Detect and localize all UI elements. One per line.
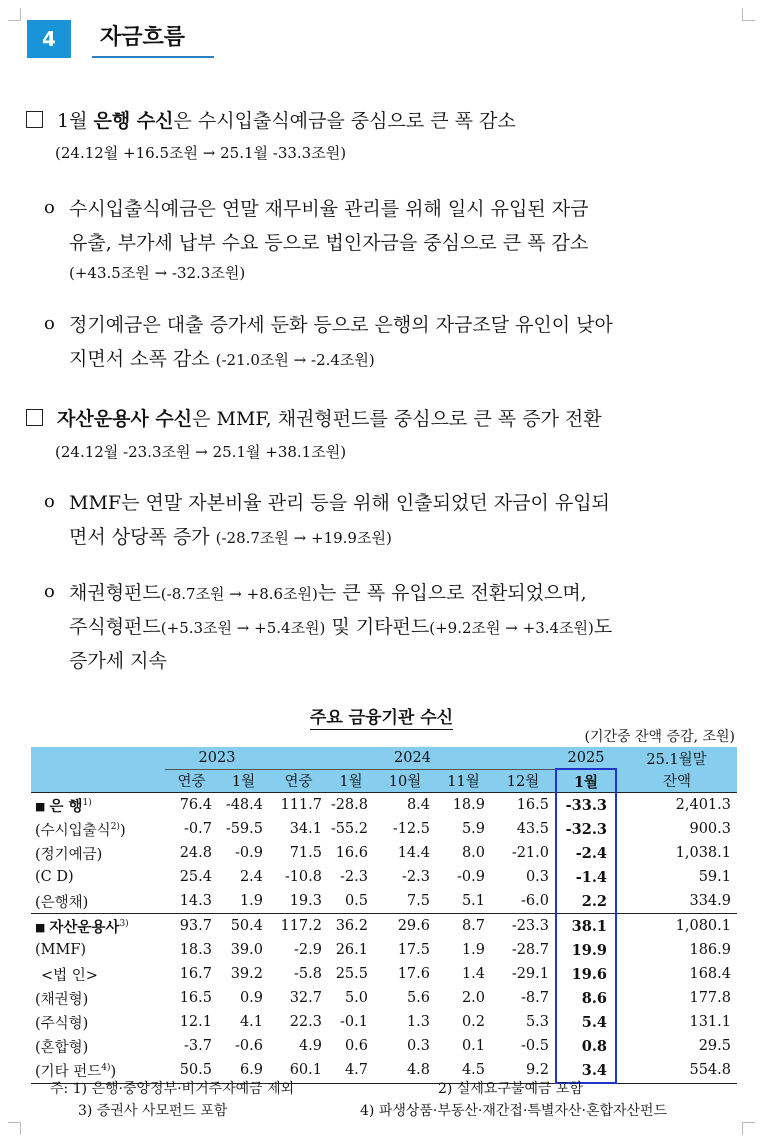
cell: 4.7 [328,1058,374,1083]
column-header: 10월 [374,769,436,793]
square-bullet-icon: ■ [35,799,46,813]
cell: -0.5 [521,1038,549,1054]
cell: 4.8 [374,1058,436,1083]
checkbox-square-icon [26,409,43,426]
year-header: 2023 [165,747,269,769]
row-label: (정기예금) [35,846,103,863]
cell: 4.5 [436,1058,491,1083]
cell: 1.9 [239,893,263,909]
section-number: 4 [27,20,71,58]
cell: 2,401.3 [616,793,737,818]
cell: 5.1 [461,893,485,909]
cell: 5.9 [461,821,485,837]
cell: -0.9 [235,845,263,861]
cell: 0.5 [344,893,368,909]
cell: -0.1 [340,1014,368,1030]
table-row [31,986,737,1010]
text: 는 큰 폭 유입으로 전환되었으며, [317,582,587,604]
table-row [31,817,737,841]
cell: 93.7 [165,914,218,939]
cell: 8.0 [461,845,485,861]
table-row [31,841,737,865]
table-row [31,793,737,818]
cell: 1.4 [461,966,485,982]
cell-highlight: -32.3 [556,817,616,841]
cell: 17.6 [397,966,430,982]
table-unit: (기간중 잔액 증감, 조원) [584,729,735,745]
cell: 4.9 [298,1038,322,1054]
paragraph-asset-managers [26,404,602,431]
column-header: 연중 [165,769,218,793]
text: (-8.7조원 → +8.6조원) [160,585,318,603]
bullet-line: 수시입출식예금은 연말 재무비율 관리를 위해 일시 유입된 자금 [69,198,589,220]
cell-highlight: -2.4 [556,841,616,865]
cell: 59.1 [698,869,731,885]
table-row [31,938,737,962]
cell: -28.7 [511,942,549,958]
cell: 8.4 [374,793,436,818]
cell: 18.9 [436,793,491,818]
bullet-line [69,612,612,639]
text: 및 기타펀드 [325,616,430,638]
row-label: (채권형) [35,991,89,1008]
crop-mark [742,8,755,21]
cell: 7.5 [406,893,430,909]
column-header: 잔액 [616,769,737,793]
cell: 8.7 [436,914,491,939]
cell: -0.6 [235,1038,263,1054]
cell: 900.3 [689,821,731,837]
cell: 43.5 [516,821,549,837]
row-label: (혼합형) [35,1039,89,1056]
corner-cell [31,747,165,793]
cell: 39.0 [230,942,263,958]
cell-highlight: 2.2 [556,889,616,914]
cell: 334.9 [689,893,731,909]
cell: -5.8 [294,966,322,982]
cell: -6.0 [521,893,549,909]
cell: -3.7 [184,1038,212,1054]
cell: 16.5 [491,793,556,818]
cell: 111.7 [269,793,328,818]
text: 주식형펀드 [69,616,161,638]
cell: 186.9 [689,942,731,958]
cell: 25.5 [335,966,368,982]
cell: -12.5 [392,821,430,837]
cell: 16.6 [335,845,368,861]
bullet-icon: o [44,197,55,218]
paragraph-bank-deposits [26,106,516,133]
cell: 168.4 [689,966,731,982]
bullet-line [69,522,392,549]
cell: -0.9 [457,869,485,885]
cell-highlight: 19.6 [556,962,616,986]
bullet-line: 증가세 지속 [69,650,167,672]
text: (+5.3조원 → +5.4조원) [160,619,326,637]
text: (-28.7조원 → +19.9조원) [215,529,392,547]
bullet-line: 정기예금은 대출 증가세 둔화 등으로 은행의 자금조달 유인이 낮아 [69,314,613,336]
cell: -48.4 [218,793,269,818]
cell: 0.3 [406,1038,430,1054]
bullet-sub: (+43.5조원 → -32.3조원) [69,264,246,282]
crop-mark [8,1122,21,1135]
row-label: ■ 은 행$^{1)}$ [31,793,165,818]
footnote: 3) 증권사 사모펀드 포함 [78,1103,228,1119]
cell: -23.3 [491,914,556,939]
cell: 17.5 [397,942,430,958]
bullet-icon: o [44,581,55,602]
cell: 1.3 [406,1014,430,1030]
cell: -0.7 [184,821,212,837]
text: (-21.0조원 → -2.4조원) [215,351,375,369]
cell: 25.4 [179,869,212,885]
cell: 50.5 [165,1058,218,1083]
column-header: 1월 [328,769,374,793]
cell: 19.3 [289,893,322,909]
bullet-line: MMF는 연말 자본비율 관리 등을 위해 인출되었던 자금이 유입되 [69,492,610,514]
text: 은 MMF, 채권형펀드를 중심으로 큰 폭 증가 전환 [192,408,602,430]
cell-highlight: 0.8 [556,1034,616,1058]
square-bullet-icon: ■ [35,920,46,934]
cell-highlight: 5.4 [556,1010,616,1034]
cell: 16.7 [179,966,212,982]
footnote: 4) 파생상품·부동산·재간접·특별자산·혼합자산펀드 [360,1103,668,1119]
text: 도 [593,616,613,638]
bold-text: 자산운용사 수신 [57,408,193,430]
cell: 177.8 [689,990,731,1006]
section-title: 자금흐름 [92,18,214,58]
paragraph-sub: (24.12월 -23.3조원 → 25.1월 +38.1조원) [55,443,347,461]
column-header-highlight: 1월 [556,769,616,793]
cell: 6.9 [218,1058,269,1083]
bullet-line: 유출, 부가세 납부 수요 등으로 법인자금을 중심으로 큰 폭 감소 [69,232,589,254]
year-header: 2025 [556,747,616,769]
cell: -2.3 [340,869,368,885]
cell: -29.1 [511,966,549,982]
cell: 29.6 [374,914,436,939]
cell: 36.2 [328,914,374,939]
cell: 71.5 [289,845,322,861]
text: 지면서 소폭 감소 [69,348,210,370]
cell: 14.4 [397,845,430,861]
checkbox-square-icon [26,111,43,128]
cell: 5.0 [344,990,368,1006]
cell: -59.5 [225,821,263,837]
year-header: 25.1월말 [616,747,737,769]
cell: -8.7 [521,990,549,1006]
bullet-line [69,578,587,605]
cell: 117.2 [269,914,328,939]
row-label: ■ 자산운용사$^{3)}$ [31,914,165,939]
table-row [31,1010,737,1034]
column-header: 11월 [436,769,491,793]
cell: -2.3 [402,869,430,885]
cell: 1,080.1 [616,914,737,939]
table-row [31,865,737,889]
cell: -28.8 [328,793,374,818]
cell: 0.1 [461,1038,485,1054]
column-header: 12월 [491,769,556,793]
cell: 0.9 [239,990,263,1006]
paragraph-sub: (24.12월 +16.5조원 → 25.1월 -33.3조원) [55,144,347,162]
cell: 76.4 [165,793,218,818]
cell: 131.1 [689,1014,731,1030]
cell: 0.3 [525,869,549,885]
bullet-icon: o [44,491,55,512]
cell: 24.8 [179,845,212,861]
row-label: (기타 펀드$^{4)}$) [31,1058,165,1083]
bullet-line [69,344,375,371]
cell: 0.6 [344,1038,368,1054]
cell: -10.8 [284,869,322,885]
text: 1월 [57,110,94,132]
cell: 2.0 [461,990,485,1006]
cell: 34.1 [289,821,322,837]
table-row [31,1034,737,1058]
table-row [31,962,737,986]
footnote: 2) 실세요구불예금 포함 [438,1081,583,1097]
cell: -55.2 [330,821,368,837]
cell: 16.5 [179,990,212,1006]
cell: 18.3 [179,942,212,958]
cell: 5.6 [406,990,430,1006]
bullet-icon: o [44,313,55,334]
cell: 554.8 [616,1058,737,1083]
table-title: 주요 금융기관 수신 [309,708,454,728]
cell: -2.9 [294,942,322,958]
cell: 9.2 [491,1058,556,1083]
cell-highlight: 8.6 [556,986,616,1010]
cell: 1,038.1 [675,845,731,861]
text: 은 수시입출식예금을 중심으로 큰 폭 감소 [173,110,516,132]
cell: 39.2 [230,966,263,982]
row-label: (주식형) [35,1015,89,1032]
text: 채권형펀드 [69,582,161,604]
row-label: (은행채) [35,894,89,911]
row-label: (C D) [35,869,74,885]
cell: 0.2 [461,1014,485,1030]
crop-mark [8,8,21,21]
cell-highlight: -1.4 [556,865,616,889]
cell: 32.7 [289,990,322,1006]
year-header: 2024 [269,747,556,769]
crop-mark [742,1122,755,1135]
column-header: 연중 [269,769,328,793]
cell-highlight: -33.3 [556,793,616,818]
row-label: (수시입출식$^{2)}$) [35,821,126,839]
cell: 1.9 [461,942,485,958]
cell: 29.5 [698,1038,731,1054]
row-label: <법 인> [41,967,98,984]
text: 면서 상당폭 증가 [69,526,210,548]
cell: 12.1 [179,1014,212,1030]
cell: 50.4 [218,914,269,939]
table-row [31,889,737,914]
cell: 14.3 [179,893,212,909]
footnote: 주: 1) 은행·중앙정부·비거주자예금 제외 [50,1081,295,1097]
cell: 22.3 [289,1014,322,1030]
cell: 4.1 [239,1014,263,1030]
cell-highlight: 38.1 [556,914,616,939]
column-header: 1월 [218,769,269,793]
row-label: (MMF) [35,942,87,958]
cell-highlight: 3.4 [556,1058,616,1083]
cell: 2.4 [239,869,263,885]
cell: 60.1 [269,1058,328,1083]
cell: -21.0 [511,845,549,861]
deposit-table [31,747,737,1084]
bold-text: 은행 수신 [93,110,174,132]
cell: 26.1 [335,942,368,958]
text: (+9.2조원 → +3.4조원) [429,619,594,637]
cell-highlight: 19.9 [556,938,616,962]
table-row [31,914,737,939]
cell: 5.3 [525,1014,549,1030]
